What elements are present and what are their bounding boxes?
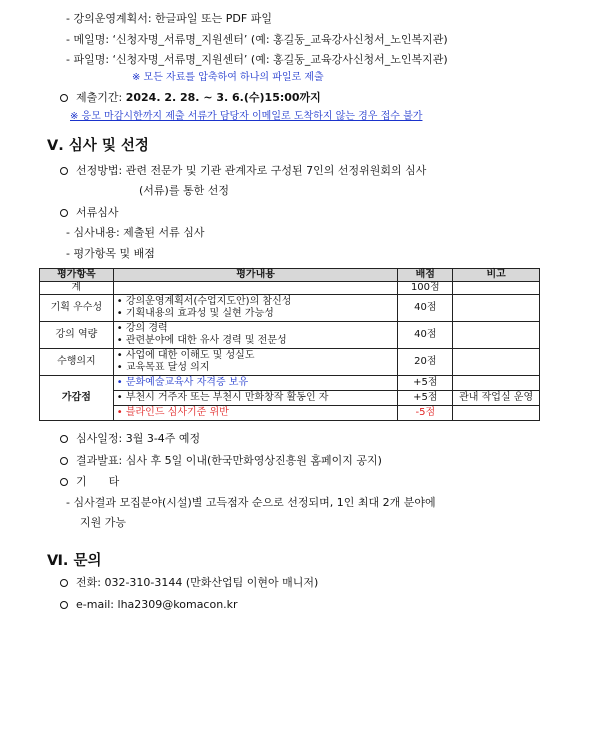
table-header-row: [40, 269, 540, 282]
bullet-circle-icon: [60, 457, 68, 465]
row-items: [113, 322, 398, 349]
bullet-circle-icon: [60, 478, 68, 486]
total-label: 계: [40, 282, 114, 295]
result-text: 결과발표: 심사 후 5일 이내(한국만화영상진흥원 홈페이지 공지): [76, 454, 382, 467]
result-line: [60, 454, 382, 468]
row-item: • 교육목표 달성 의지: [116, 362, 210, 373]
bonus-note: 관내 작업실 운영: [453, 391, 540, 406]
row-score: 40점: [398, 295, 453, 322]
deadline-value: 2024. 2. 28. ~ 3. 6.(수)15:00까지: [125, 91, 321, 104]
bonus-item: • 블라인드 심사기준 위반: [113, 406, 398, 421]
bonus-row: [40, 391, 540, 406]
bullet-circle-icon: [60, 435, 68, 443]
criteria-title: - 평가항목 및 배점: [66, 247, 155, 260]
row-item: • 강의운영계획서(수업지도안)의 참신성: [116, 296, 292, 307]
method-text: 선정방법: 관련 전문가 및 기관 관계자로 구성된 7인의 선정위원회의 심사: [76, 164, 427, 177]
row-item: • 기획내용의 효과성 및 실현 가능성: [116, 308, 274, 319]
header-note: 비고: [453, 269, 540, 282]
row-item: • 관련분야에 대한 유사 경력 및 전문성: [116, 335, 287, 346]
evaluation-table: [39, 268, 540, 421]
deadline-line: [60, 91, 321, 105]
bonus-category: 가감점: [40, 376, 114, 421]
row-item: • 사업에 대한 이해도 및 성실도: [116, 350, 255, 361]
row-items: [113, 295, 398, 322]
schedule-text: 심사일정: 3월 3-4주 예정: [76, 432, 201, 445]
row-note: [453, 295, 540, 322]
bullet-circle-icon: [60, 209, 68, 217]
row-item: • 강의 경력: [116, 323, 168, 334]
doc-review-text: 서류심사: [76, 206, 119, 219]
deadline-label: 제출기간:: [76, 91, 126, 104]
table-row: [40, 349, 540, 376]
email-line: [60, 598, 238, 612]
intro-item-file-name: - 파일명: ‘신청자명_서류명_지원센터’ (예: 홍길동_교육강사신청서_노인복지관): [66, 53, 448, 66]
bullet-circle-icon: [60, 94, 68, 102]
compress-note: ※ 모든 자료를 압축하여 하나의 파일로 제출: [132, 72, 324, 83]
row-score: 20점: [398, 349, 453, 376]
total-note: [453, 282, 540, 295]
bonus-score: +5점: [398, 391, 453, 406]
bonus-row: [40, 376, 540, 391]
header-category: 평가항목: [40, 269, 114, 282]
header-score: 배점: [398, 269, 453, 282]
total-content: [113, 282, 398, 295]
etc-detail-1: - 심사결과 모집분야(시설)별 고득점자 순으로 선정되며, 1인 최대 2개 분야에: [66, 496, 436, 509]
section6-heading: Ⅵ. 문의: [47, 553, 102, 569]
row-items: [113, 349, 398, 376]
etc-line: [60, 475, 119, 489]
header-content: 평가내용: [113, 269, 398, 282]
method-line1: [60, 164, 426, 178]
email-text: e-mail: lha2309@komacon.kr: [76, 598, 238, 611]
row-category: 강의 역량: [40, 322, 114, 349]
etc-text: 기 타: [76, 475, 120, 488]
section5-heading: Ⅴ. 심사 및 선정: [47, 138, 149, 154]
phone-line: [60, 576, 318, 590]
phone-text: 전화: 032-310-3144 (만화산업팀 이현아 매니저): [76, 576, 319, 589]
row-category: 기획 우수성: [40, 295, 114, 322]
doc-review: [60, 206, 119, 220]
etc-detail-2: 지원 가능: [80, 516, 127, 529]
bonus-item: • 부천시 거주자 또는 부천시 만화창작 활동인 자: [113, 391, 398, 406]
bonus-note: [453, 406, 540, 421]
bonus-row: [40, 406, 540, 421]
bonus-score: +5점: [398, 376, 453, 391]
bullet-circle-icon: [60, 601, 68, 609]
table-total-row: [40, 282, 540, 295]
intro-item-mail-name: - 메일명: ‘신청자명_서류명_지원센터’ (예: 홍길동_교육강사신청서_노인복지관): [66, 33, 448, 46]
row-note: [453, 349, 540, 376]
row-category: 수행의지: [40, 349, 114, 376]
review-content: - 심사내용: 제출된 서류 심사: [66, 226, 205, 239]
bonus-item: • 문화예술교육사 자격증 보유: [113, 376, 398, 391]
bonus-score: -5점: [398, 406, 453, 421]
bonus-note: [453, 376, 540, 391]
bullet-circle-icon: [60, 579, 68, 587]
schedule-line: [60, 432, 200, 446]
intro-item-plan-format: - 강의운영계획서: 한글파일 또는 PDF 파일: [66, 12, 272, 25]
table-row: [40, 295, 540, 322]
table-row: [40, 322, 540, 349]
row-score: 40점: [398, 322, 453, 349]
total-score: 100점: [398, 282, 453, 295]
bullet-circle-icon: [60, 167, 68, 175]
row-note: [453, 322, 540, 349]
deadline-note: ※ 응모 마감시한까지 제출 서류가 담당자 이메일로 도착하지 않는 경우 접수 불가: [70, 111, 423, 122]
method-line2: (서류)를 통한 선정: [139, 184, 229, 197]
